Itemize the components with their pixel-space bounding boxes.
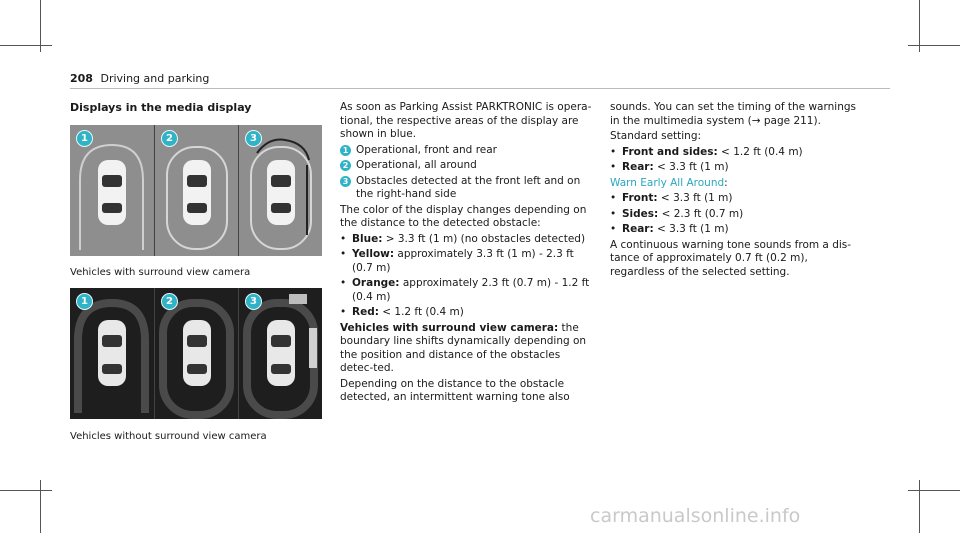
item-text: Operational, front and rear (356, 143, 497, 156)
bullet-label: Front and sides: (622, 145, 718, 158)
warn-early-colon: : (724, 176, 728, 189)
figure2-caption: Vehicles without surround view camera (70, 431, 267, 442)
numbered-item (340, 159, 595, 173)
callout-badge: 2 (161, 293, 178, 310)
callout-number: 1 (340, 145, 351, 156)
middle-column (340, 101, 595, 407)
crop-mark (908, 45, 960, 46)
sounds-paragraph: sounds. You can set the timing of the warnings in the multimedia system (→ page 211). (610, 101, 856, 127)
crop-mark (908, 490, 960, 491)
bullet-text: < 1.2 ft (0.4 m) (717, 145, 803, 158)
section-title: Driving and parking (100, 72, 210, 85)
bullet-item: • Red: < 1.2 ft (0.4 m) (340, 306, 464, 318)
figure-panel (238, 125, 322, 256)
bullet-label: Rear: (622, 223, 654, 235)
numbered-item (340, 144, 595, 158)
figure-no-surround-view (70, 288, 322, 419)
continuous-paragraph: A continuous warning tone sounds from a dis-tance of approximately 0.7 ft (0.2 m), regardless of the selected setting. (610, 238, 852, 278)
crop-mark (919, 0, 920, 52)
color-intro-paragraph: The color of the display changes depending on the distance to the detected obstacle: (340, 203, 587, 229)
bullet-label: Yellow: (352, 248, 395, 260)
bullet-item: • Rear: < 3.3 ft (1 m) (610, 223, 729, 235)
bullet-item: • Orange: approximately 2.3 ft (0.7 m) - 1.2 ft (0.4 m) (340, 277, 590, 303)
warn-early-heading (610, 177, 865, 191)
surround-label: Vehicles with surround view camera: (340, 321, 559, 334)
bullet-item: • Rear: < 3.3 ft (1 m) (610, 161, 729, 173)
figure-panel (154, 288, 238, 419)
crop-mark (919, 480, 920, 533)
bullet-text: < 3.3 ft (1 m) (657, 192, 733, 204)
right-column (610, 101, 865, 281)
numbered-item (340, 175, 595, 202)
page-number: 208 (70, 72, 93, 85)
item-text: Operational, all around (356, 159, 477, 171)
surround-paragraph (340, 322, 595, 376)
watermark: carmanualsonline.info (590, 505, 801, 527)
bullet-text: < 3.3 ft (1 m) (653, 223, 729, 235)
figure-panel (70, 288, 153, 419)
warn-early-label: Warn Early All Around (610, 176, 725, 189)
bullet-text: < 1.2 ft (0.4 m) (378, 306, 464, 318)
bullet-label: Blue: (352, 232, 383, 245)
bullet-item: • Sides: < 2.3 ft (0.7 m) (610, 207, 744, 220)
item-text: Obstacles detected at the front left and on the right-hand side (356, 174, 581, 200)
bullet-item: • Blue: > 3.3 ft (1 m) (no obstacles detected) (340, 232, 586, 245)
figure-panel (238, 288, 322, 419)
bullet-label: Red: (352, 306, 379, 318)
header-divider (70, 88, 890, 89)
intro-paragraph: As soon as Parking Assist PARKTRONIC is opera-tional, the respective areas of the display are shown in blue. (340, 101, 592, 140)
depending-paragraph: Depending on the distance to the obstacle detected, an intermittent warning tone also (340, 377, 570, 403)
section-heading: Displays in the media display (70, 101, 252, 114)
figure-panel (70, 125, 153, 256)
callout-badge: 1 (76, 293, 93, 310)
surround-text: the boundary line shifts dynamically depending on the position and distance of the obstacles detec-ted. (340, 321, 587, 374)
callout-badge: 3 (245, 130, 262, 147)
bullet-text: approximately 2.3 ft (0.7 m) - 1.2 ft (0.4 m) (352, 277, 590, 303)
bullet-label: Sides: (622, 207, 659, 220)
crop-mark (40, 0, 41, 52)
callout-badge: 1 (76, 130, 93, 147)
bullet-label: Front: (622, 192, 658, 204)
page-header (70, 72, 209, 85)
callout-number: 3 (340, 176, 351, 187)
callout-number: 2 (340, 160, 351, 171)
crop-mark (0, 490, 52, 491)
bullet-text: < 2.3 ft (0.7 m) (658, 207, 744, 220)
crop-mark (0, 45, 52, 46)
bullet-item: • Front: < 3.3 ft (1 m) (610, 192, 733, 204)
bullet-text: < 3.3 ft (1 m) (653, 161, 729, 173)
callout-badge: 3 (245, 293, 262, 310)
bullet-label: Orange: (352, 277, 400, 289)
standard-setting-label: Standard setting: (610, 130, 702, 142)
callout-badge: 2 (161, 130, 178, 147)
crop-mark (40, 480, 41, 533)
figure1-caption: Vehicles with surround view camera (70, 267, 251, 278)
figure-surround-view (70, 125, 322, 256)
bullet-label: Rear: (622, 161, 654, 173)
bullet-item: • Front and sides: < 1.2 ft (0.4 m) (610, 145, 803, 158)
bullet-text: > 3.3 ft (1 m) (no obstacles detected) (382, 232, 586, 245)
bullet-text: approximately 3.3 ft (1 m) - 2.3 ft (0.7 m) (352, 248, 574, 274)
bullet-item: • Yellow: approximately 3.3 ft (1 m) - 2.3 ft (0.7 m) (340, 248, 574, 274)
figure-panel (154, 125, 238, 256)
